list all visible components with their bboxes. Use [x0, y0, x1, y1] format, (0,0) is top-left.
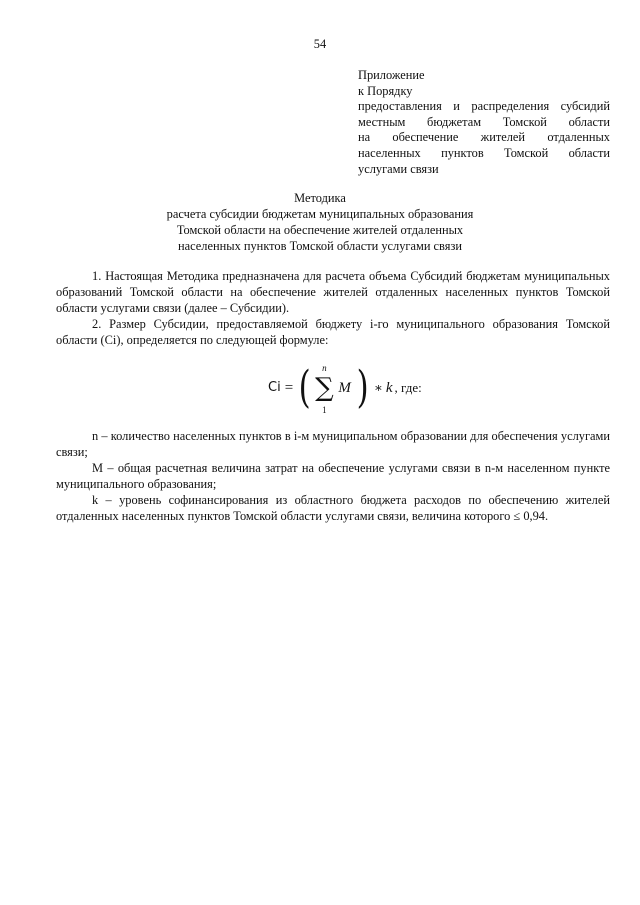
page-number: 54 [313, 37, 327, 51]
appendix-line: местным бюджетам Томской области [358, 114, 610, 129]
definition-k: k – уровень софинансирования из областного бюджета расходов по обеспечению жителей отдаленных населенных пунктов Томской области услугами связи, величина которого ≤ 0,94. [56, 493, 610, 523]
paragraph-2: 2. Размер Субсидии, предоставляемой бюджету i-го муниципального образования Томской области (Ci), определяется по следующей формуле: [56, 317, 610, 347]
formula-tail: , где: [394, 380, 422, 395]
subsidy-formula [268, 362, 422, 414]
document-title [0, 190, 640, 254]
sum-lower-limit: 1 [322, 405, 327, 415]
definition-n: n – количество населенных пунктов в i-м муниципальном образовании для обеспечения услугами связи; [56, 429, 610, 459]
formula-var-m: M [338, 380, 351, 396]
title-line: Томской области на обеспечение жителей отдаленных [176, 223, 464, 237]
appendix-line: предоставления и распределения субсидий [358, 99, 610, 114]
appendix-line: услугами связи [358, 161, 439, 176]
formula-lhs: Ci [268, 380, 281, 395]
formula-operator: ∗ [374, 380, 383, 395]
formula-open-paren: ( [298, 362, 311, 413]
formula-sum [313, 362, 335, 414]
formula-var-k: k [385, 380, 393, 396]
appendix-line: к Порядку [358, 83, 413, 98]
definitions [56, 428, 610, 524]
sum-upper-limit: n [322, 363, 327, 373]
sigma-symbol: ∑ [315, 373, 334, 403]
appendix-block [358, 68, 610, 177]
paragraph-1: 1. Настоящая Методика предназначена для расчета объема Субсидий бюджетам муниципальных образований Томской области на обеспечение жителей отдаленных населенных пунктов Томской области услугами связи (далее – Субсидии). [56, 269, 610, 315]
appendix-line: населенных пунктов Томской области [358, 145, 610, 160]
formula-close-paren: ) [356, 362, 369, 413]
title-line: расчета субсидии бюджетам муниципальных образования [166, 207, 474, 221]
appendix-line: на обеспечение жителей отдаленных [358, 130, 610, 145]
title-line: Методика [294, 191, 346, 205]
appendix-line: Приложение [358, 68, 425, 82]
body-paragraphs [56, 268, 610, 348]
title-line: населенных пунктов Томской области услугами связи [178, 239, 462, 253]
formula-equals: = [284, 380, 294, 396]
definition-m: M – общая расчетная величина затрат на обеспечение услугами связи в n-м населенном пункте муниципального образования; [56, 461, 610, 491]
